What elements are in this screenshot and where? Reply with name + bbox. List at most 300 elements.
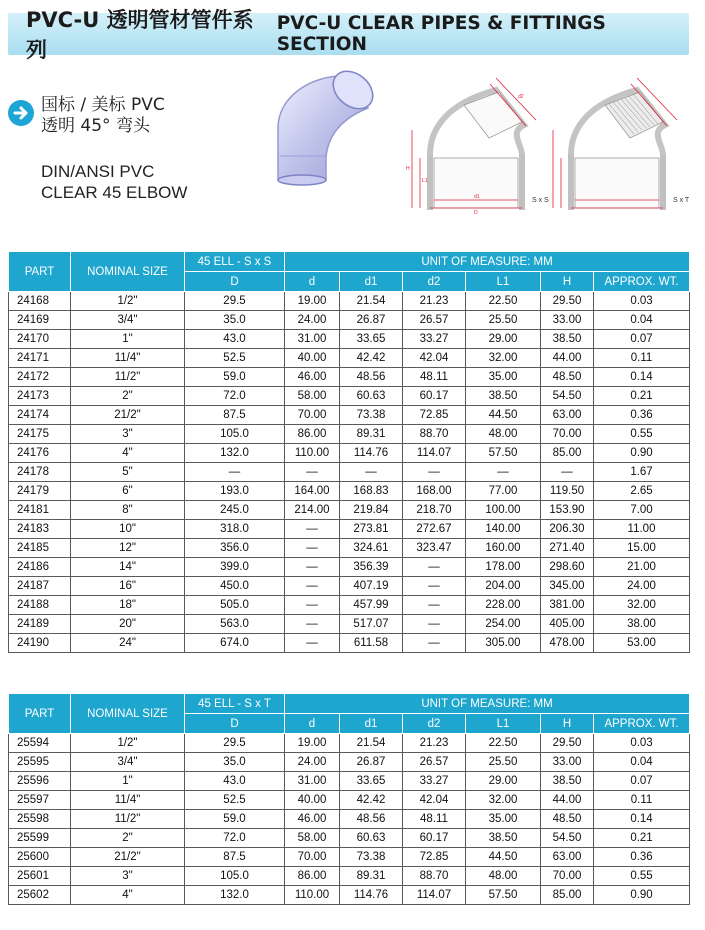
value-cell: 44.00 (541, 791, 594, 810)
elbow-drawing-sxs (404, 70, 554, 215)
table-row (9, 615, 690, 634)
value-cell: 153.90 (541, 501, 594, 520)
svg-text:L1: L1 (422, 178, 428, 184)
value-cell: 1/2" (71, 292, 185, 311)
part-number-cell: 24171 (9, 349, 71, 368)
value-cell: 1/2" (71, 734, 185, 753)
value-cell: 31.00 (285, 330, 340, 349)
value-cell: 89.31 (340, 425, 403, 444)
part-number-cell: 24189 (9, 615, 71, 634)
value-cell: 4" (71, 886, 185, 905)
column-header: d (285, 272, 340, 292)
arrow-right-icon (8, 100, 34, 126)
value-cell: 85.00 (541, 444, 594, 463)
product-name-en: DIN/ANSI PVC CLEAR 45 ELBOW (41, 162, 188, 202)
value-cell: — (403, 634, 466, 653)
value-cell: 204.00 (466, 577, 541, 596)
title-cn: PVC-U 透明管材管件系列 (26, 8, 254, 62)
column-header: APPROX. WT. (594, 272, 690, 292)
value-cell: 164.00 (285, 482, 340, 501)
value-cell: 1" (71, 330, 185, 349)
value-cell: 33.27 (403, 772, 466, 791)
value-cell: 54.50 (541, 387, 594, 406)
part-number-cell: 25598 (9, 810, 71, 829)
part-number-cell: 24181 (9, 501, 71, 520)
value-cell: 0.21 (594, 387, 690, 406)
value-cell: 21.54 (340, 734, 403, 753)
part-number-cell: 24168 (9, 292, 71, 311)
value-cell: 323.47 (403, 539, 466, 558)
value-cell: 2" (71, 387, 185, 406)
value-cell: 0.04 (594, 753, 690, 772)
table-row (9, 444, 690, 463)
part-number-cell: 24183 (9, 520, 71, 539)
part-number-cell: 24172 (9, 368, 71, 387)
value-cell: 132.0 (185, 886, 285, 905)
value-cell: — (185, 463, 285, 482)
column-header: D (185, 714, 285, 734)
value-cell: 356.0 (185, 539, 285, 558)
value-cell: 40.00 (285, 349, 340, 368)
table-row (9, 558, 690, 577)
table-row (9, 501, 690, 520)
value-cell: 42.42 (340, 791, 403, 810)
table-row (9, 634, 690, 653)
value-cell: 6" (71, 482, 185, 501)
value-cell: 21/2" (71, 848, 185, 867)
value-cell: 2.65 (594, 482, 690, 501)
value-cell: 273.81 (340, 520, 403, 539)
size-header: NOMINAL SIZE (71, 252, 185, 292)
value-cell: 60.63 (340, 387, 403, 406)
svg-text:d2: d2 (518, 94, 524, 100)
value-cell: 72.85 (403, 848, 466, 867)
value-cell: 63.00 (541, 406, 594, 425)
value-cell: 46.00 (285, 368, 340, 387)
value-cell: 0.11 (594, 791, 690, 810)
value-cell: 345.00 (541, 577, 594, 596)
part-number-cell: 24188 (9, 596, 71, 615)
value-cell: 42.42 (340, 349, 403, 368)
value-cell: 48.50 (541, 368, 594, 387)
value-cell: — (285, 634, 340, 653)
part-number-cell: 25601 (9, 867, 71, 886)
value-cell: 2" (71, 829, 185, 848)
value-cell: 48.00 (466, 867, 541, 886)
value-cell: 3" (71, 425, 185, 444)
table-row (9, 734, 690, 753)
value-cell: 228.00 (466, 596, 541, 615)
value-cell: 193.0 (185, 482, 285, 501)
value-cell: 219.84 (340, 501, 403, 520)
title-banner (8, 8, 689, 62)
value-cell: 52.5 (185, 791, 285, 810)
table-row (9, 406, 690, 425)
value-cell: 206.30 (541, 520, 594, 539)
value-cell: — (466, 463, 541, 482)
value-cell: 11/4" (71, 791, 185, 810)
value-cell: 77.00 (466, 482, 541, 501)
value-cell: 33.27 (403, 330, 466, 349)
value-cell: 16" (71, 577, 185, 596)
value-cell: 32.00 (594, 596, 690, 615)
value-cell: 245.0 (185, 501, 285, 520)
value-cell: 0.36 (594, 406, 690, 425)
value-cell: 168.00 (403, 482, 466, 501)
value-cell: 40.00 (285, 791, 340, 810)
value-cell: 58.00 (285, 387, 340, 406)
value-cell: 22.50 (466, 292, 541, 311)
value-cell: 88.70 (403, 425, 466, 444)
value-cell: 21.54 (340, 292, 403, 311)
part-number-cell: 24170 (9, 330, 71, 349)
value-cell: 38.50 (466, 387, 541, 406)
table-row (9, 791, 690, 810)
value-cell: 33.65 (340, 772, 403, 791)
value-cell: — (340, 463, 403, 482)
value-cell: 24.00 (285, 311, 340, 330)
value-cell: 21.23 (403, 734, 466, 753)
value-cell: 48.50 (541, 810, 594, 829)
value-cell: 114.07 (403, 444, 466, 463)
value-cell: 35.0 (185, 311, 285, 330)
value-cell: — (403, 558, 466, 577)
value-cell: 5" (71, 463, 185, 482)
value-cell: 318.0 (185, 520, 285, 539)
value-cell: 48.56 (340, 368, 403, 387)
value-cell: 0.11 (594, 349, 690, 368)
column-header: d2 (403, 714, 466, 734)
value-cell: 505.0 (185, 596, 285, 615)
value-cell: 89.31 (340, 867, 403, 886)
value-cell: 407.19 (340, 577, 403, 596)
table-row (9, 482, 690, 501)
value-cell: 19.00 (285, 734, 340, 753)
column-header: d1 (340, 714, 403, 734)
value-cell: 48.11 (403, 368, 466, 387)
value-cell: 100.00 (466, 501, 541, 520)
value-cell: — (403, 577, 466, 596)
value-cell: 59.0 (185, 368, 285, 387)
column-header: D (185, 272, 285, 292)
unit-header: UNIT OF MEASURE: MM (285, 252, 690, 272)
value-cell: 15.00 (594, 539, 690, 558)
value-cell: 26.87 (340, 753, 403, 772)
value-cell: 0.90 (594, 886, 690, 905)
value-cell: 22.50 (466, 734, 541, 753)
table-row (9, 520, 690, 539)
value-cell: — (285, 520, 340, 539)
value-cell: 3/4" (71, 753, 185, 772)
svg-text:D: D (474, 210, 478, 215)
value-cell: 60.17 (403, 387, 466, 406)
value-cell: 0.14 (594, 810, 690, 829)
value-cell: — (403, 463, 466, 482)
value-cell: 29.5 (185, 734, 285, 753)
table-row (9, 349, 690, 368)
value-cell: 168.83 (340, 482, 403, 501)
table-row (9, 387, 690, 406)
value-cell: 57.50 (466, 886, 541, 905)
value-cell: 218.70 (403, 501, 466, 520)
value-cell: 478.00 (541, 634, 594, 653)
sxs-label: S x S (532, 197, 549, 204)
value-cell: 86.00 (285, 867, 340, 886)
table-row (9, 330, 690, 349)
value-cell: 305.00 (466, 634, 541, 653)
svg-text:H: H (406, 166, 410, 172)
value-cell: 457.99 (340, 596, 403, 615)
value-cell: 0.14 (594, 368, 690, 387)
value-cell: 48.00 (466, 425, 541, 444)
group-header: 45 ELL - S x S (185, 252, 285, 272)
unit-header: UNIT OF MEASURE: MM (285, 694, 690, 714)
value-cell: 38.50 (541, 330, 594, 349)
part-number-cell: 24169 (9, 311, 71, 330)
value-cell: 450.0 (185, 577, 285, 596)
value-cell: 58.00 (285, 829, 340, 848)
value-cell: 42.04 (403, 791, 466, 810)
table-row (9, 886, 690, 905)
value-cell: 674.0 (185, 634, 285, 653)
value-cell: — (285, 463, 340, 482)
table-row (9, 539, 690, 558)
value-cell: 611.58 (340, 634, 403, 653)
value-cell: 405.00 (541, 615, 594, 634)
value-cell: 110.00 (285, 886, 340, 905)
table-row (9, 829, 690, 848)
value-cell: 0.07 (594, 772, 690, 791)
value-cell: 11/2" (71, 810, 185, 829)
value-cell: 356.39 (340, 558, 403, 577)
value-cell: — (541, 463, 594, 482)
value-cell: 18" (71, 596, 185, 615)
value-cell: 70.00 (285, 848, 340, 867)
value-cell: 29.5 (185, 292, 285, 311)
value-cell: 114.07 (403, 886, 466, 905)
value-cell: 272.67 (403, 520, 466, 539)
value-cell: 178.00 (466, 558, 541, 577)
value-cell: 563.0 (185, 615, 285, 634)
table-row (9, 292, 690, 311)
value-cell: 0.03 (594, 292, 690, 311)
value-cell: 21.23 (403, 292, 466, 311)
part-number-cell: 24174 (9, 406, 71, 425)
value-cell: 11/4" (71, 349, 185, 368)
value-cell: 214.00 (285, 501, 340, 520)
part-number-cell: 25597 (9, 791, 71, 810)
value-cell: 72.0 (185, 387, 285, 406)
value-cell: 38.50 (466, 829, 541, 848)
value-cell: 105.0 (185, 867, 285, 886)
value-cell: 0.55 (594, 425, 690, 444)
value-cell: 25.50 (466, 311, 541, 330)
elbow-photo (268, 68, 380, 186)
value-cell: 29.00 (466, 772, 541, 791)
value-cell: 21.00 (594, 558, 690, 577)
value-cell: 31.00 (285, 772, 340, 791)
part-number-cell: 25594 (9, 734, 71, 753)
value-cell: 25.50 (466, 753, 541, 772)
column-header: H (541, 714, 594, 734)
column-header: L1 (466, 272, 541, 292)
column-header: d (285, 714, 340, 734)
value-cell: 105.0 (185, 425, 285, 444)
value-cell: 46.00 (285, 810, 340, 829)
value-cell: 33.65 (340, 330, 403, 349)
column-header: APPROX. WT. (594, 714, 690, 734)
value-cell: — (403, 596, 466, 615)
value-cell: 3/4" (71, 311, 185, 330)
value-cell: 0.07 (594, 330, 690, 349)
value-cell: 114.76 (340, 886, 403, 905)
size-header: NOMINAL SIZE (71, 694, 185, 734)
part-number-cell: 25599 (9, 829, 71, 848)
value-cell: 88.70 (403, 867, 466, 886)
spec-table-sxs (8, 251, 690, 653)
value-cell: 110.00 (285, 444, 340, 463)
part-number-cell: 24173 (9, 387, 71, 406)
value-cell: 44.50 (466, 406, 541, 425)
value-cell: 52.5 (185, 349, 285, 368)
table-row (9, 810, 690, 829)
value-cell: — (285, 577, 340, 596)
table-row (9, 753, 690, 772)
value-cell: 29.50 (541, 734, 594, 753)
value-cell: 26.87 (340, 311, 403, 330)
value-cell: 72.0 (185, 829, 285, 848)
table-row (9, 596, 690, 615)
value-cell: 0.55 (594, 867, 690, 886)
value-cell: 254.00 (466, 615, 541, 634)
column-header: L1 (466, 714, 541, 734)
column-header: d1 (340, 272, 403, 292)
svg-text:d1: d1 (474, 194, 480, 200)
value-cell: 271.40 (541, 539, 594, 558)
value-cell: 35.0 (185, 753, 285, 772)
value-cell: 38.00 (594, 615, 690, 634)
value-cell: 14" (71, 558, 185, 577)
value-cell: 42.04 (403, 349, 466, 368)
group-header: 45 ELL - S x T (185, 694, 285, 714)
value-cell: 26.57 (403, 753, 466, 772)
value-cell: 48.56 (340, 810, 403, 829)
value-cell: 10" (71, 520, 185, 539)
value-cell: 119.50 (541, 482, 594, 501)
column-header: d2 (403, 272, 466, 292)
value-cell: 32.00 (466, 791, 541, 810)
value-cell: 381.00 (541, 596, 594, 615)
value-cell: 140.00 (466, 520, 541, 539)
value-cell: 0.21 (594, 829, 690, 848)
value-cell: 0.03 (594, 734, 690, 753)
value-cell: 53.00 (594, 634, 690, 653)
part-number-cell: 24179 (9, 482, 71, 501)
value-cell: 7.00 (594, 501, 690, 520)
value-cell: 59.0 (185, 810, 285, 829)
value-cell: 35.00 (466, 810, 541, 829)
value-cell: 1" (71, 772, 185, 791)
value-cell: 48.11 (403, 810, 466, 829)
value-cell: 160.00 (466, 539, 541, 558)
value-cell: — (285, 596, 340, 615)
table-row (9, 368, 690, 387)
value-cell: 29.00 (466, 330, 541, 349)
value-cell: 87.5 (185, 848, 285, 867)
part-number-cell: 24185 (9, 539, 71, 558)
value-cell: 33.00 (541, 753, 594, 772)
part-number-cell: 25602 (9, 886, 71, 905)
spec-table-sxt (8, 693, 690, 905)
value-cell: 0.90 (594, 444, 690, 463)
value-cell: 73.38 (340, 406, 403, 425)
value-cell: 0.04 (594, 311, 690, 330)
value-cell: 70.00 (285, 406, 340, 425)
value-cell: 38.50 (541, 772, 594, 791)
table-row (9, 425, 690, 444)
value-cell: 0.36 (594, 848, 690, 867)
table-row (9, 311, 690, 330)
part-number-cell: 24178 (9, 463, 71, 482)
value-cell: 1.67 (594, 463, 690, 482)
value-cell: 73.38 (340, 848, 403, 867)
value-cell: 114.76 (340, 444, 403, 463)
value-cell: 21/2" (71, 406, 185, 425)
value-cell: 33.00 (541, 311, 594, 330)
part-number-cell: 24187 (9, 577, 71, 596)
value-cell: 24.00 (285, 753, 340, 772)
value-cell: 298.60 (541, 558, 594, 577)
value-cell: 57.50 (466, 444, 541, 463)
value-cell: 85.00 (541, 886, 594, 905)
value-cell: 24.00 (594, 577, 690, 596)
value-cell: 44.00 (541, 349, 594, 368)
value-cell: 70.00 (541, 425, 594, 444)
table-row (9, 463, 690, 482)
value-cell: 32.00 (466, 349, 541, 368)
value-cell: 70.00 (541, 867, 594, 886)
value-cell: 4" (71, 444, 185, 463)
part-number-cell: 25600 (9, 848, 71, 867)
value-cell: 132.0 (185, 444, 285, 463)
value-cell: 11/2" (71, 368, 185, 387)
value-cell: 12" (71, 539, 185, 558)
sxt-label: S x T (673, 197, 690, 204)
part-header: PART (9, 694, 71, 734)
value-cell: — (285, 558, 340, 577)
part-number-cell: 25596 (9, 772, 71, 791)
table-row (9, 772, 690, 791)
value-cell: 26.57 (403, 311, 466, 330)
value-cell: 517.07 (340, 615, 403, 634)
value-cell: — (403, 615, 466, 634)
value-cell: 20" (71, 615, 185, 634)
part-header: PART (9, 252, 71, 292)
title-en: PVC-U CLEAR PIPES & FITTINGS SECTION (276, 13, 606, 55)
part-number-cell: 24175 (9, 425, 71, 444)
value-cell: 43.0 (185, 330, 285, 349)
value-cell: 87.5 (185, 406, 285, 425)
value-cell: 60.17 (403, 829, 466, 848)
value-cell: 19.00 (285, 292, 340, 311)
part-number-cell: 24176 (9, 444, 71, 463)
value-cell: 44.50 (466, 848, 541, 867)
part-number-cell: 25595 (9, 753, 71, 772)
value-cell: — (285, 615, 340, 634)
value-cell: 24" (71, 634, 185, 653)
table-row (9, 577, 690, 596)
table-row (9, 867, 690, 886)
